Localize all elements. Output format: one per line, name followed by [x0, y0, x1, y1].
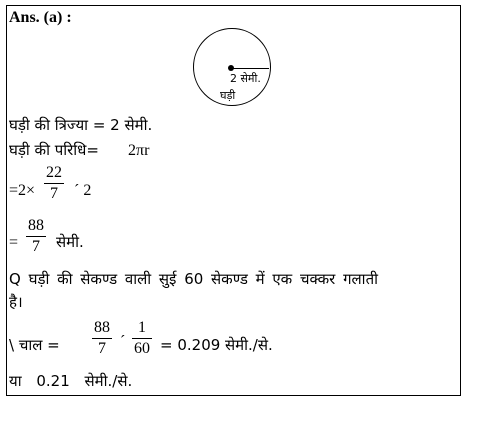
fraction-bar: [44, 183, 64, 184]
step1-fraction: [44, 165, 64, 202]
radius-line: घड़ी की त्रिज्या = 2 सेमी.: [9, 116, 153, 134]
radius-label: 2 सेमी.: [230, 72, 261, 85]
step2-fraction: [26, 218, 46, 255]
step2-numerator: 88: [28, 217, 44, 234]
speed-numerator-2: 1: [138, 319, 146, 336]
speed-denominator-2: 60: [134, 340, 150, 357]
clock-radius-line: [231, 68, 269, 69]
clock-label: घड़ी: [220, 89, 236, 102]
speed-fraction-2: [132, 320, 152, 357]
speed-numerator-1: 88: [94, 319, 110, 336]
step2-prefix: =: [9, 234, 19, 251]
step2-denominator: 7: [32, 238, 40, 255]
speed-prefix: \ चाल =: [9, 336, 60, 354]
alternate-answer: या 0.21 सेमी./से.: [9, 372, 133, 390]
step1-denominator: 7: [50, 185, 58, 202]
step1-numerator: 22: [46, 164, 62, 181]
circumference-label: घड़ी की परिधि=: [9, 141, 99, 159]
circumference-formula: 2πr: [128, 142, 150, 159]
fraction-bar: [92, 338, 112, 339]
fraction-bar: [26, 236, 46, 237]
speed-times: ´: [120, 333, 126, 350]
speed-result: = 0.209 सेमी./से.: [160, 336, 273, 354]
answer-label: Ans. (a) :: [9, 9, 72, 26]
step1-prefix: =2×: [9, 182, 36, 199]
speed-fraction-1: [92, 320, 112, 357]
statement-line-2: है।: [9, 293, 23, 311]
statement-line-1: Q घड़ी की सेकण्ड वाली सुई 60 सेकण्ड में एक चक्कर गलाती: [9, 270, 379, 288]
clock-center-dot: [228, 65, 234, 71]
step2-suffix: सेमी.: [56, 233, 84, 251]
fraction-bar: [132, 338, 152, 339]
step1-suffix: ´ 2: [74, 182, 92, 199]
speed-denominator-1: 7: [98, 340, 106, 357]
